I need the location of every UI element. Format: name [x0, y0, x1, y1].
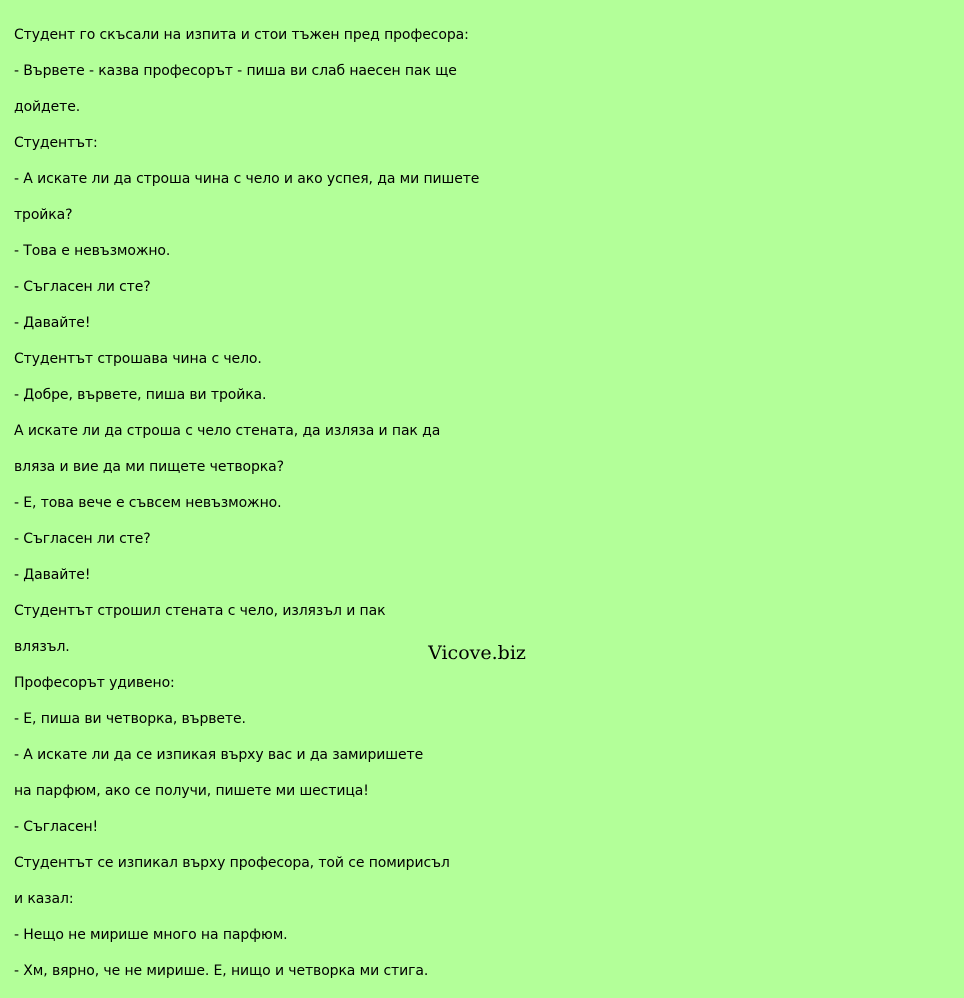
joke-line: - Вървете - казва професорът - пиша ви слаб наесен пак ще — [14, 63, 457, 79]
joke-line: Професорът удивено: — [14, 675, 175, 691]
joke-line: - Това е невъзможно. — [14, 243, 171, 259]
joke-line: - Съгласен ли сте? — [14, 279, 151, 295]
joke-line: - Съгласен! — [14, 819, 99, 835]
joke-line: Студентът се изпикал върху професора, той се помирисъл — [14, 855, 450, 871]
joke-line: - Давайте! — [14, 567, 91, 583]
joke-line: - Съгласен ли сте? — [14, 531, 151, 547]
joke-line: Студентът строшил стената с чело, излязъл и пак — [14, 603, 386, 619]
joke-line: вляза и вие да ми пищете четворка? — [14, 459, 284, 475]
joke-text — [14, 8, 574, 998]
joke-line: Студентът: — [14, 135, 98, 151]
joke-line: влязъл. — [14, 639, 70, 655]
site-watermark: Vicove.biz — [428, 642, 526, 664]
joke-line: - А искате ли да се изпикая върху вас и да замиришете — [14, 747, 424, 763]
joke-line: дойдете. — [14, 99, 81, 115]
joke-line: на парфюм, ако се получи, пишете ми шестица! — [14, 783, 369, 799]
joke-line: - Давайте! — [14, 315, 91, 331]
joke-line: - Нещо не мирише много на парфюм. — [14, 927, 288, 943]
joke-line: - А искате ли да строша чина с чело и ако успея, да ми пишете — [14, 171, 480, 187]
joke-line: и казал: — [14, 891, 74, 907]
joke-line: - Добре, вървете, пиша ви тройка. — [14, 387, 267, 403]
joke-line: - Е, това вече е съвсем невъзможно. — [14, 495, 282, 511]
joke-line: А искате ли да строша с чело стената, да изляза и пак да — [14, 423, 441, 439]
joke-line: тройка? — [14, 207, 73, 223]
joke-line: - Е, пиша ви четворка, вървете. — [14, 711, 246, 727]
joke-line: - Хм, вярно, че не мирише. Е, нищо и четворка ми стига. — [14, 963, 429, 979]
joke-line: Студентът строшава чина с чело. — [14, 351, 262, 367]
joke-line: Студент го скъсали на изпита и стои тъжен пред професора: — [14, 27, 469, 43]
